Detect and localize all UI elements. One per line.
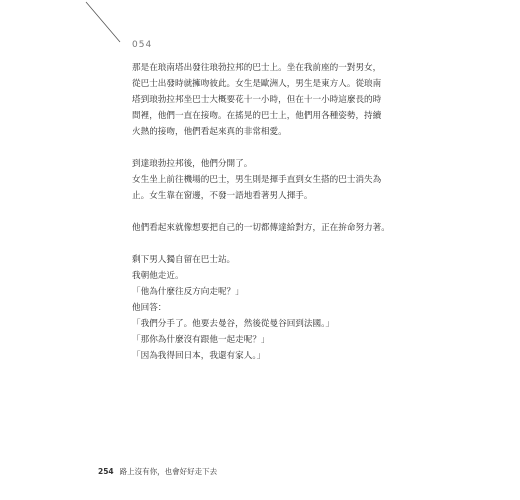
dialogue-line: 「他為什麼往反方向走呢？」 xyxy=(132,287,244,297)
decorative-diagonal-line xyxy=(0,0,153,60)
text-line: 止。女生靠在窗邊，不發一語地看著男人揮手。 xyxy=(132,191,313,201)
text-line: 女生坐上前往機場的巴士，男生則是揮手直到女生搭的巴士消失為 xyxy=(132,175,382,185)
text-line: 到達琅勃拉邦後，他們分開了。 xyxy=(132,159,253,169)
text-line: 剩下男人獨自留在巴士站。 xyxy=(132,255,236,265)
text-line: 間裡，他們一直在接吻。在搖晃的巴士上，他們用各種姿勢，持續 xyxy=(132,111,382,121)
paragraph-1 xyxy=(132,60,400,140)
paragraph-2 xyxy=(132,156,400,204)
text-line: 我朝他走近。 xyxy=(132,271,184,281)
chapter-number: 054 xyxy=(132,40,153,50)
text-line: 火熱的接吻，他們看起來真的非常相愛。 xyxy=(132,127,287,137)
text-line: 塔到琅勃拉邦坐巴士大概要花十一小時，但在十一小時這麼長的時 xyxy=(132,95,382,105)
dialogue-line: 「那你為什麼沒有跟他一起走呢？」 xyxy=(132,335,270,345)
page-number: 254 xyxy=(98,467,114,476)
dialogue-line: 「因為我得回日本，我還有家人。」 xyxy=(132,351,266,361)
text-line: 那是在琅南塔出發往琅勃拉邦的巴士上。坐在我前座的一對男女， xyxy=(132,63,382,73)
text-line: 他們看起來就像想要把自己的一切都傳達給對方，正在拚命努力著。 xyxy=(132,223,390,233)
page-footer xyxy=(98,466,217,477)
book-title: 路上沒有你，也會好好走下去 xyxy=(119,467,218,476)
dialogue-line: 「我們分手了。他要去曼谷，然後從曼谷回到法國。」 xyxy=(132,319,334,329)
paragraph-3 xyxy=(132,220,400,236)
text-line: 他回答： xyxy=(132,303,167,313)
text-line: 從巴士出發時就擁吻彼此。女生是歐洲人，男生是東方人。從琅南 xyxy=(132,79,382,89)
paragraph-4 xyxy=(132,252,400,364)
body-text xyxy=(132,60,400,364)
